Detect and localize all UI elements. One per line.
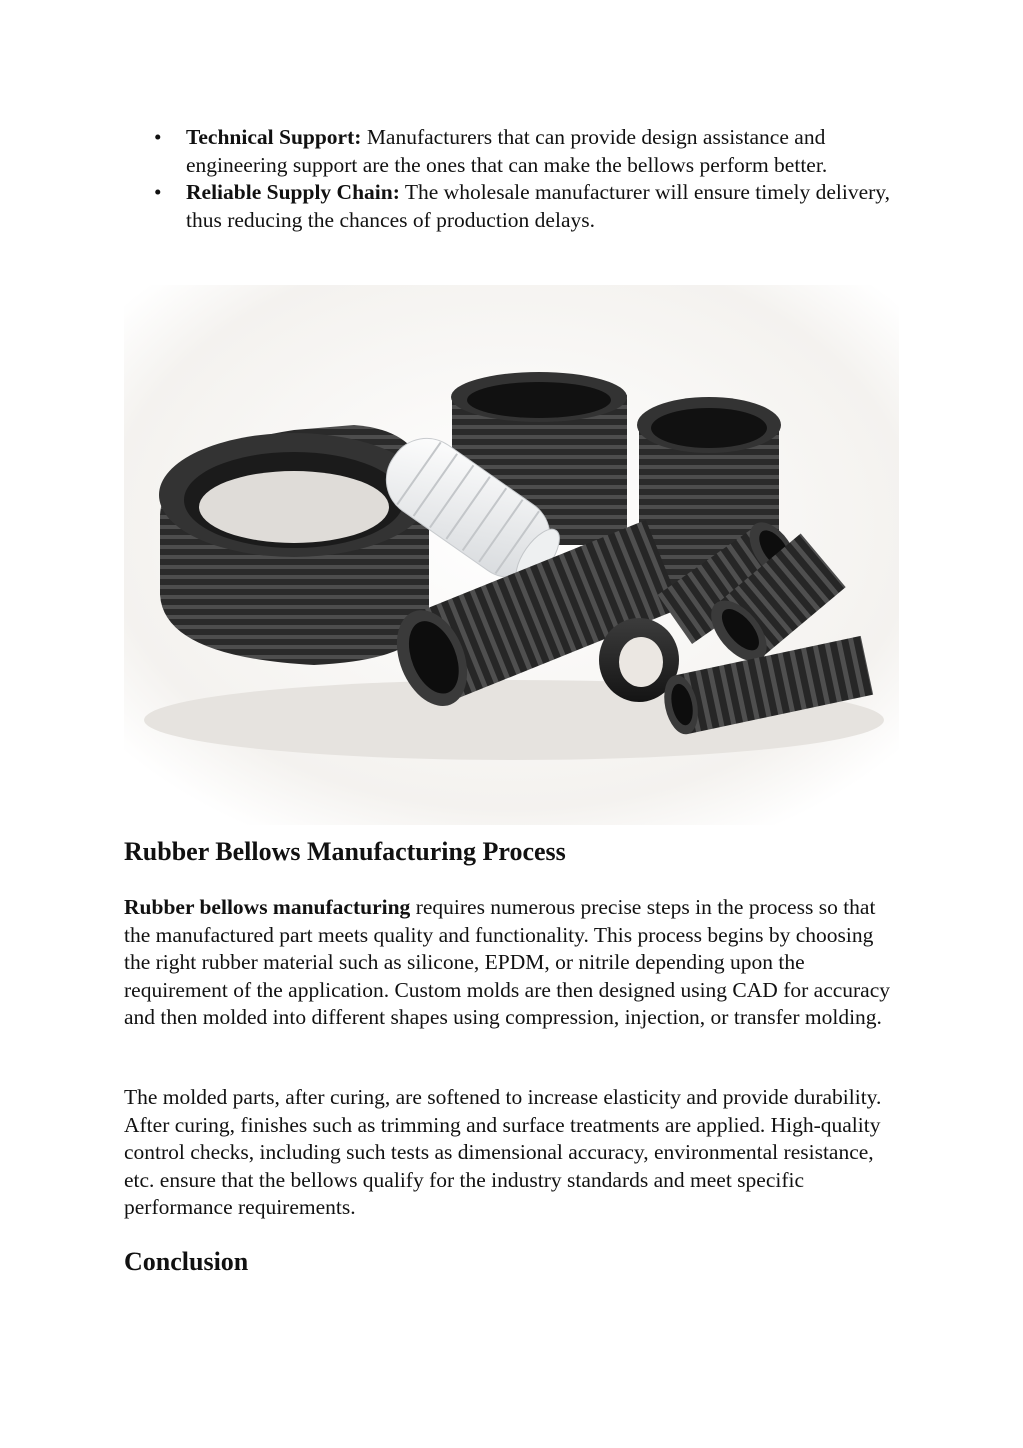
bullet-technical-support: [124, 124, 914, 179]
rubber-bellows-photo: [124, 285, 899, 825]
bullet-reliable-supply-chain: [124, 179, 914, 234]
paragraph-bold-lead: Rubber bellows manufacturing: [124, 895, 411, 919]
section-heading-conclusion: Conclusion: [124, 1247, 249, 1276]
paragraph-text: requires numerous precise steps in the process so that the manufactured part meets quality and functionality. This process begins by choosing the right rubber material such as silicone, EPDM, or nitrile depending upon the requirement of the application. Custom molds are then designed using CAD for accuracy and then molded into different shapes using compression, injection, or transfer molding.: [124, 895, 891, 1030]
section-heading-process: Rubber Bellows Manufacturing Process: [124, 837, 566, 866]
paragraph-process-curing: The molded parts, after curing, are softened to increase elasticity and provide durability. After curing, finishes such as trimming and surface treatments are applied. High-quality control checks, including such tests as dimensional accuracy, environmental resistance, etc. ensure that the bellows qualify for the industry standards and meet specific performance requirements.: [124, 1085, 882, 1220]
paragraph-process-intro: [124, 894, 899, 1032]
bullet-dot: •: [154, 180, 162, 204]
bullet-text: Manufacturers that can provide design assistance and engineering support are the ones that can make the bellows perform better.: [186, 125, 828, 177]
feature-bullet-list: [124, 124, 914, 234]
bullet-title: Technical Support:: [186, 125, 362, 149]
bullet-title: Reliable Supply Chain:: [186, 180, 400, 204]
bullet-dot: •: [154, 125, 162, 149]
bullet-text: The wholesale manufacturer will ensure timely delivery, thus reducing the chances of production delays.: [186, 180, 891, 232]
